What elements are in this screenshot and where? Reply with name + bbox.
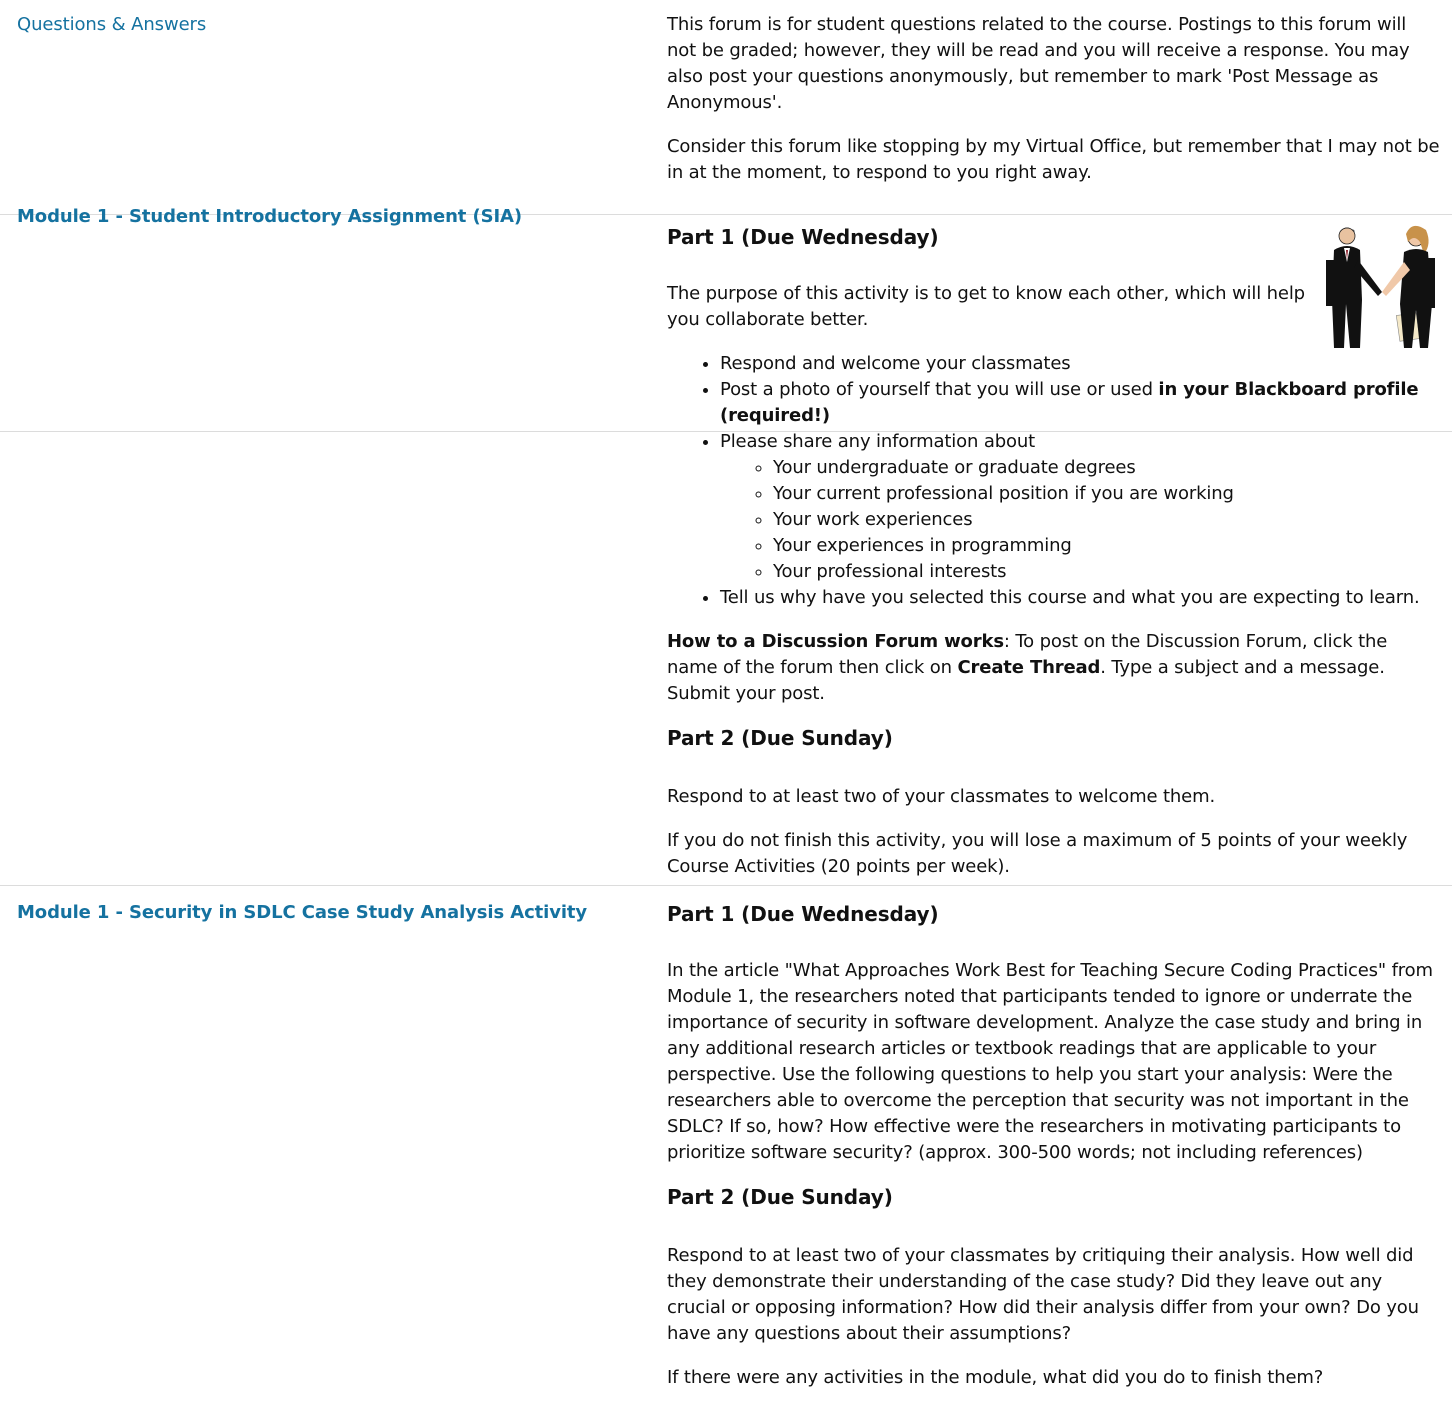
penalty-paragraph: If you do not finish this activity, you will lose a maximum of 5 points of your weekly Course Activities (20 points per week). (667, 830, 1408, 877)
part2-paragraph: Respond to at least two of your classmates by critiquing their analysis. How well did they demonstrate their understanding of the case study? Did they leave out any crucial or opposing information? How did their analysis differ from your own? Do you have any questions about their assumptions? (667, 1245, 1419, 1344)
part1-heading: Part 1 (Due Wednesday) (667, 225, 939, 249)
closing-paragraph: If there were any activities in the module, what did you do to finish them? (667, 1367, 1324, 1388)
forum-description-cell (667, 224, 1442, 898)
sia-requirements-list (667, 351, 1442, 611)
forum-description-cell (667, 901, 1445, 1409)
part2-heading: Part 2 (Due Sunday) (667, 726, 893, 750)
part2-heading: Part 2 (Due Sunday) (667, 1185, 893, 1209)
part2-paragraph: Respond to at least two of your classmates to welcome them. (667, 786, 1216, 807)
list-item: ◦ Your experiences in programming (773, 533, 1442, 559)
forum-title-cell (17, 204, 522, 230)
forum-link-sia[interactable]: Module 1 - Student Introductory Assignment (SIA) (17, 206, 523, 227)
list-item: ◦ Your undergraduate or graduate degrees (773, 455, 1442, 481)
list-item: ◦ Your professional interests (773, 559, 1442, 585)
forum-description-paragraph: This forum is for student questions related to the course. Postings to this forum will not be graded; however, they will be read and you will receive a response. You may also post your questions anonymously, but remember to mark 'Post Message as Anonymous'. (667, 14, 1410, 113)
forum-row-sia (0, 190, 1452, 886)
info-sublist (720, 455, 1442, 585)
forum-title-cell (0, 12, 650, 204)
forum-title-cell (17, 900, 587, 926)
forum-description-cell (650, 12, 1440, 204)
forum-link-questions-answers[interactable]: Questions & Answers (17, 14, 207, 35)
forum-row-questions-answers (0, 0, 1452, 215)
list-item: ◦ Your work experiences (773, 507, 1442, 533)
sia-purpose-paragraph: The purpose of this activity is to get to know each other, which will help you collaborate better. (667, 283, 1305, 330)
list-item: ◦ Your current professional position if you are working (773, 481, 1442, 507)
part1-paragraph: In the article "What Approaches Work Best for Teaching Secure Coding Practices" from Module 1, the researchers noted that participants tended to ignore or underrate the importance of security in software development. Analyze the case study and bring in any additional research articles or textbook readings that are applicable to your perspective. Use the following questions to help you start your analysis: Were the researchers able to overcome the perception that security was not important in the SDLC? If so, how? How effective were the researchers in motivating participants to prioritize software security? (approx. 300-500 words; not including references) (667, 960, 1433, 1163)
list-item: • Tell us why have you selected this course and what you are expecting to learn. (720, 585, 1442, 611)
forum-link-sdlc[interactable]: Module 1 - Security in SDLC Case Study Analysis Activity (17, 902, 588, 923)
forum-description-paragraph: Consider this forum like stopping by my Virtual Office, but remember that I may not be in at the moment, to respond to you right away. (667, 136, 1440, 183)
part1-heading: Part 1 (Due Wednesday) (667, 902, 939, 926)
list-item: • Please share any information about ◦ Your undergraduate or graduate degrees ◦ Your current professional position if you are working ◦ Your work experiences ◦ Your experiences in programming ◦ Your professional interests (720, 429, 1442, 585)
howto-paragraph: How to a Discussion Forum works: To post on the Discussion Forum, click the name of the forum then click on Create Thread. Type a subject and a message. Submit your post. (667, 631, 1388, 704)
forum-row-sdlc (0, 886, 1452, 1418)
list-item: • Post a photo of yourself that you will use or used in your Blackboard profile (required!) (720, 377, 1442, 429)
list-item: • Respond and welcome your classmates (720, 351, 1442, 377)
